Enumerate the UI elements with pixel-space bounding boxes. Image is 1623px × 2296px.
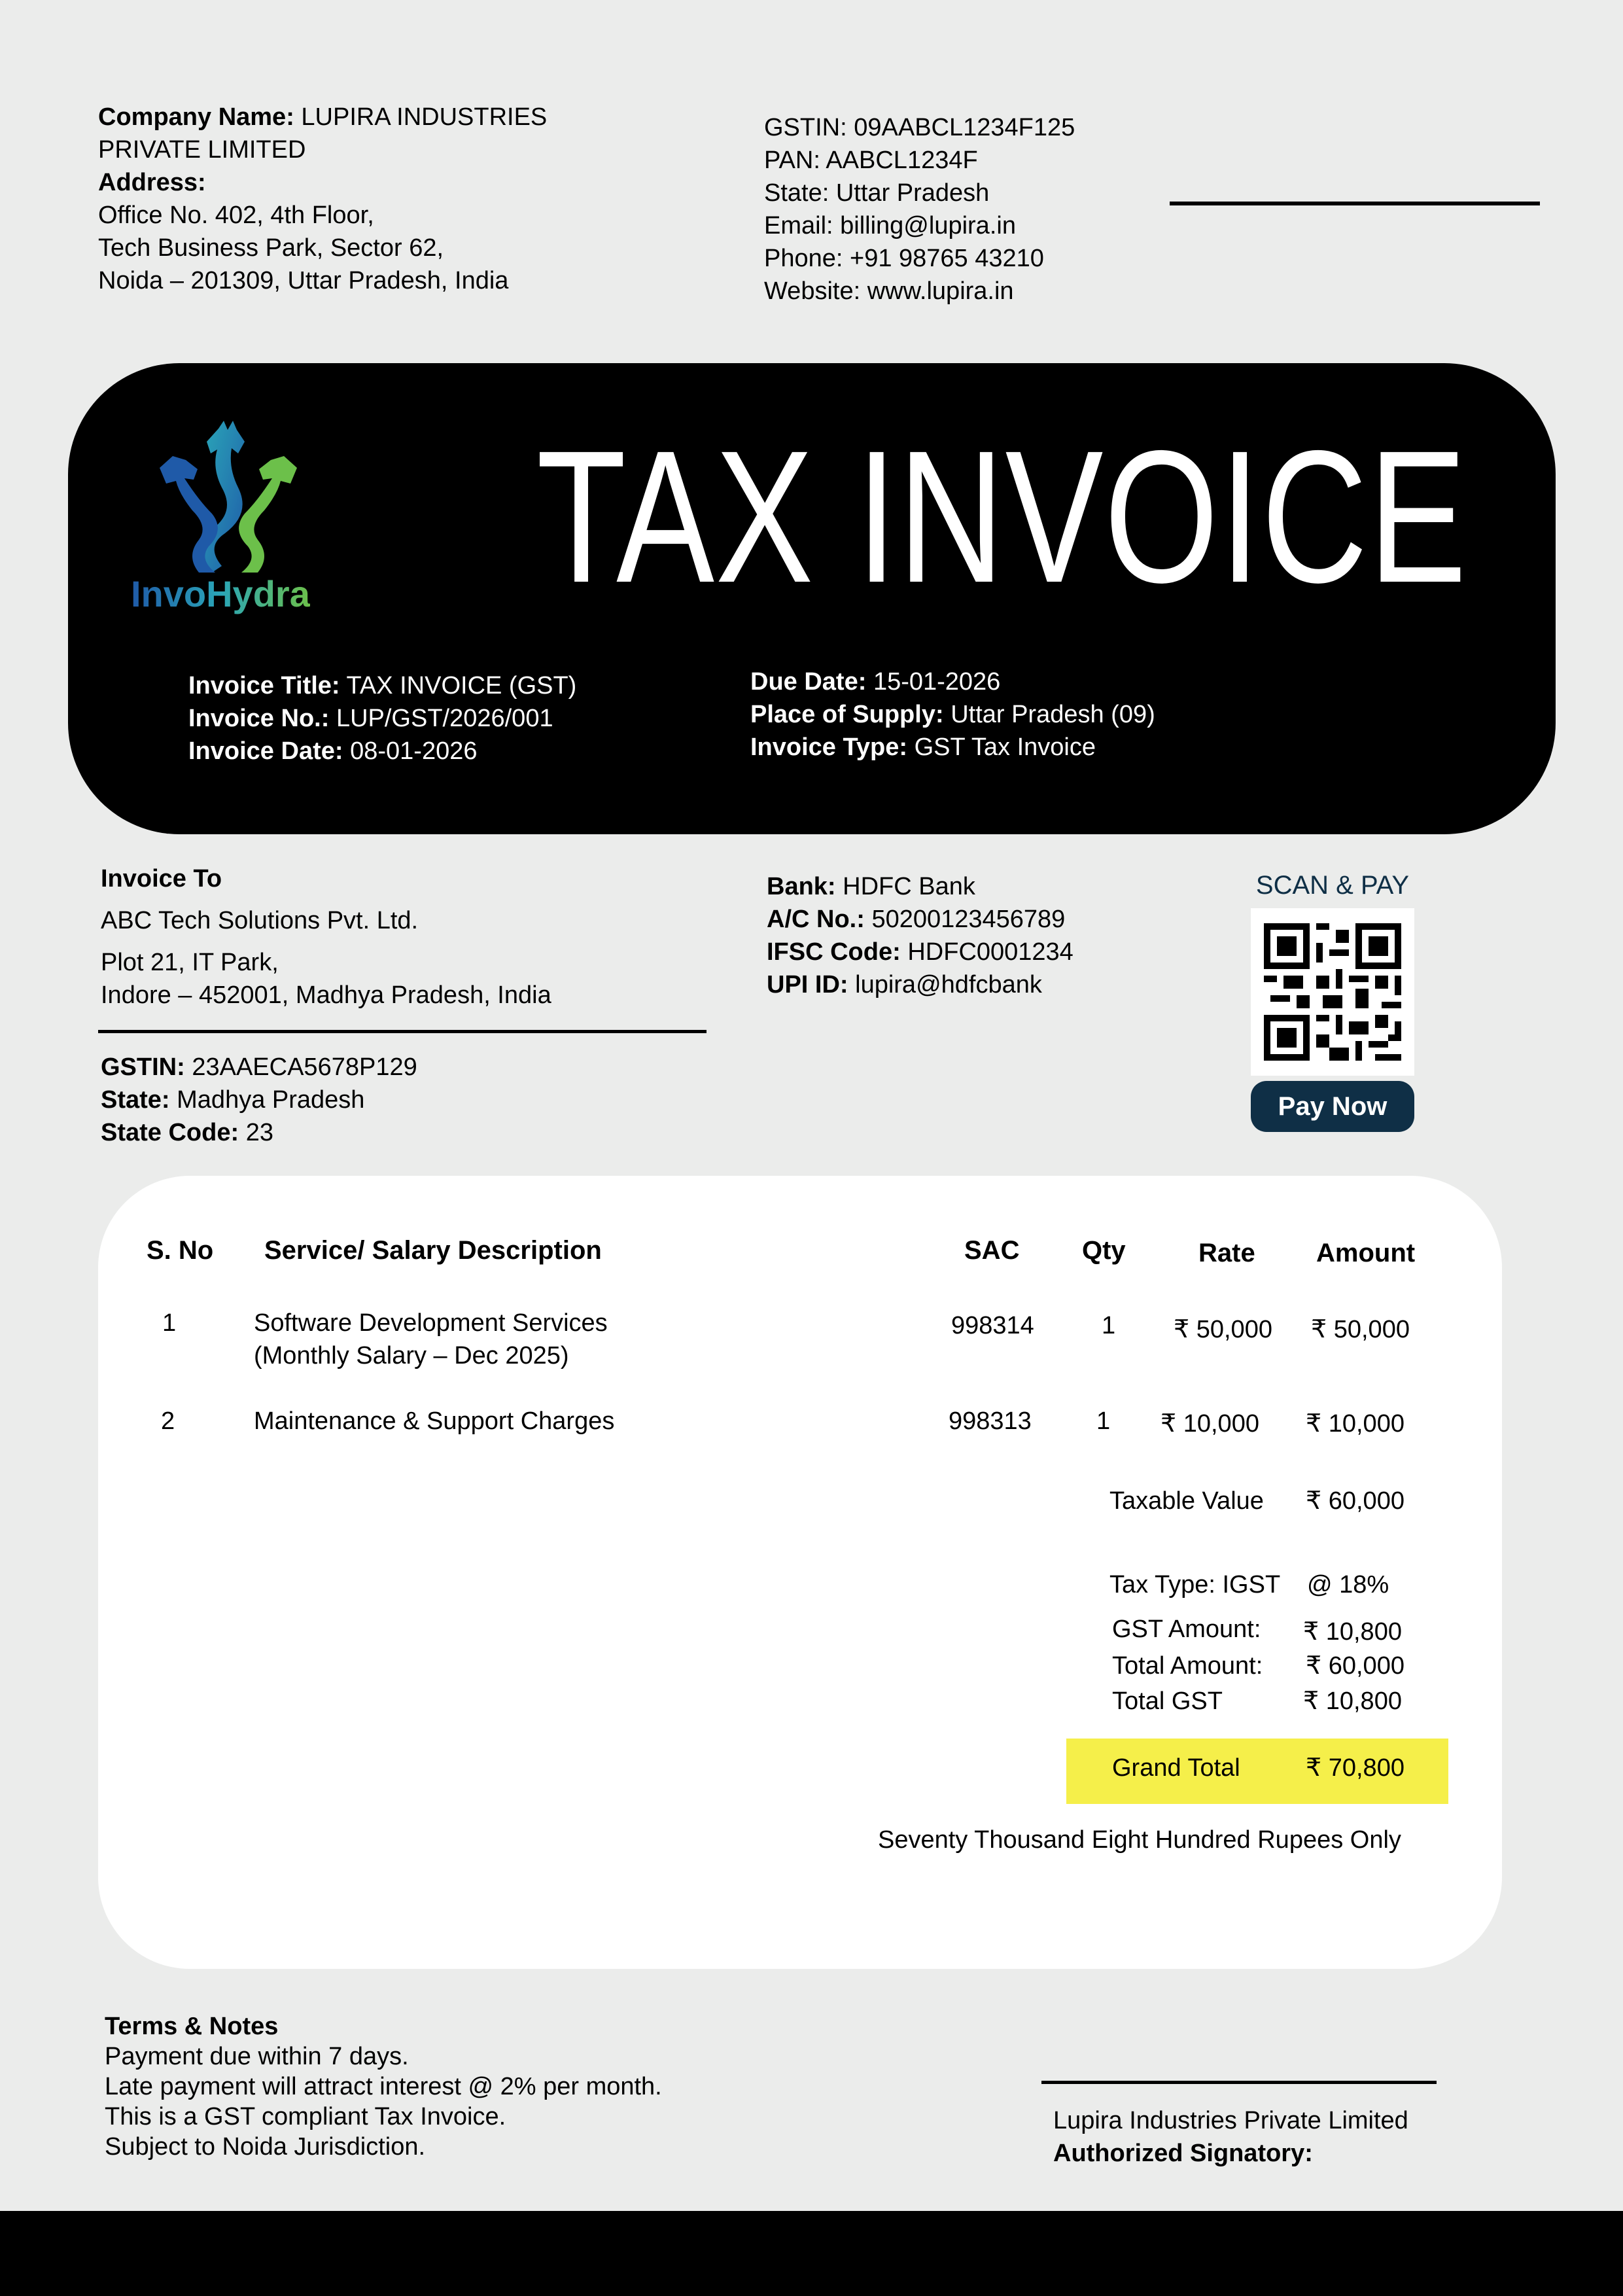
row-amount: ₹ 10,000 — [1306, 1410, 1405, 1438]
table-header-qty: Qty — [1082, 1236, 1126, 1265]
invoice-date — [188, 735, 477, 768]
bank-name-value: HDFC Bank — [843, 873, 975, 900]
gst-amount-value: ₹ 10,800 — [1303, 1618, 1402, 1646]
row-sno: 1 — [162, 1309, 177, 1337]
invoice-type-value: GST Tax Invoice — [914, 733, 1096, 761]
row-description: Maintenance & Support Charges — [254, 1407, 615, 1435]
address-line: Tech Business Park, Sector 62, — [98, 234, 444, 262]
signature-line — [1041, 2081, 1437, 2084]
bank-upi — [767, 968, 1042, 1001]
table-header-rate: Rate — [1198, 1239, 1255, 1267]
invoice-number-label: Invoice No.: — [188, 705, 330, 732]
bank-account — [767, 903, 1065, 936]
terms-line: This is a GST compliant Tax Invoice. — [105, 2103, 506, 2130]
terms-heading: Terms & Notes — [105, 2013, 279, 2040]
terms-line: Payment due within 7 days. — [105, 2043, 409, 2070]
bill-to-divider — [98, 1030, 707, 1033]
bill-to-gstin-value: 23AAECA5678P129 — [192, 1053, 417, 1081]
company-gstin: GSTIN: 09AABCL1234F125 — [764, 114, 1075, 141]
row-sac: 998314 — [951, 1312, 1034, 1339]
company-name-label: Company Name: — [98, 103, 294, 131]
bank-name — [767, 870, 975, 903]
due-date-label: Due Date: — [750, 668, 867, 696]
table-header-sno: S. No — [147, 1236, 214, 1265]
row-qty: 1 — [1102, 1312, 1116, 1339]
company-name-value: LUPIRA INDUSTRIES — [301, 103, 548, 131]
terms-line: Late payment will attract interest @ 2% per month. — [105, 2073, 662, 2100]
title-band — [68, 363, 1556, 834]
place-of-supply-label: Place of Supply: — [750, 701, 944, 728]
bill-to-state-code-value: 23 — [245, 1119, 273, 1146]
bank-name-label: Bank: — [767, 873, 836, 900]
address-label: Address: — [98, 169, 206, 196]
bill-to-state-value: Madhya Pradesh — [177, 1086, 365, 1114]
pay-now-button[interactable]: Pay Now — [1251, 1081, 1414, 1132]
table-header-amount: Amount — [1316, 1239, 1416, 1267]
qr-code-box[interactable] — [1251, 908, 1414, 1076]
row-description-line2: (Monthly Salary – Dec 2025) — [254, 1342, 569, 1369]
due-date-value: 15-01-2026 — [873, 668, 1001, 696]
hydra-logo-icon — [147, 415, 310, 586]
total-gst-value: ₹ 10,800 — [1303, 1687, 1402, 1715]
bill-to-state-label: State: — [101, 1086, 170, 1114]
row-sno: 2 — [161, 1407, 175, 1435]
taxable-value: ₹ 60,000 — [1306, 1487, 1405, 1515]
invoice-date-value: 08-01-2026 — [350, 737, 478, 765]
bank-ifsc-label: IFSC Code: — [767, 938, 901, 966]
scan-pay-label: SCAN & PAY — [1255, 871, 1410, 900]
items-card — [98, 1176, 1502, 1969]
row-amount: ₹ 50,000 — [1311, 1316, 1410, 1343]
logo-text: InvoHydra — [131, 571, 310, 617]
bank-upi-label: UPI ID: — [767, 971, 848, 998]
tax-type-label: Tax Type: IGST — [1109, 1571, 1281, 1598]
company-name — [98, 101, 547, 133]
taxable-value-label: Taxable Value — [1109, 1487, 1264, 1515]
bank-ifsc-value: HDFC0001234 — [907, 938, 1073, 966]
total-amount-value: ₹ 60,000 — [1306, 1652, 1405, 1680]
row-sac: 998313 — [949, 1407, 1032, 1435]
invoice-number — [188, 702, 553, 735]
invoice-title-value: TAX INVOICE (GST) — [346, 672, 577, 699]
row-rate: ₹ 50,000 — [1174, 1316, 1272, 1343]
header-divider — [1170, 202, 1540, 205]
bank-account-label: A/C No.: — [767, 906, 865, 933]
row-description: Software Development Services — [254, 1309, 608, 1337]
bank-ifsc — [767, 936, 1073, 968]
terms-line: Subject to Noida Jurisdiction. — [105, 2133, 426, 2161]
row-qty: 1 — [1096, 1407, 1111, 1435]
amount-in-words: Seventy Thousand Eight Hundred Rupees Only — [878, 1826, 1401, 1854]
company-phone: Phone: +91 98765 43210 — [764, 245, 1044, 272]
qr-code-icon — [1251, 908, 1414, 1076]
company-state: State: Uttar Pradesh — [764, 179, 990, 207]
bill-to-state-code — [101, 1116, 273, 1149]
footer-bar — [0, 2211, 1623, 2296]
invoice-type-label: Invoice Type: — [750, 733, 908, 761]
bill-to-heading: Invoice To — [101, 865, 222, 892]
bill-to-state — [101, 1084, 364, 1116]
tax-rate: @ 18% — [1307, 1571, 1389, 1598]
company-name-line2: PRIVATE LIMITED — [98, 136, 306, 164]
total-gst-label: Total GST — [1112, 1687, 1223, 1715]
invoice-type — [750, 731, 1096, 764]
invoice-title — [188, 669, 576, 702]
place-of-supply-value: Uttar Pradesh (09) — [951, 701, 1155, 728]
bank-upi-value: lupira@hdfcbank — [855, 971, 1042, 998]
total-amount-label: Total Amount: — [1112, 1652, 1263, 1680]
table-header-description: Service/ Salary Description — [264, 1236, 602, 1265]
due-date — [750, 665, 1000, 698]
address-line: Office No. 402, 4th Floor, — [98, 202, 374, 229]
bill-to-address-line: Plot 21, IT Park, — [101, 949, 279, 976]
bill-to-name: ABC Tech Solutions Pvt. Ltd. — [101, 907, 419, 934]
grand-total-value: ₹ 70,800 — [1306, 1754, 1405, 1782]
address-line: Noida – 201309, Uttar Pradesh, India — [98, 267, 509, 294]
invoice-title-label: Invoice Title: — [188, 672, 340, 699]
invoice-date-label: Invoice Date: — [188, 737, 343, 765]
place-of-supply — [750, 698, 1155, 731]
grand-total-label: Grand Total — [1112, 1754, 1240, 1782]
bill-to-gstin-label: GSTIN: — [101, 1053, 185, 1081]
company-website: Website: www.lupira.in — [764, 277, 1014, 305]
page-title: TAX INVOICE — [536, 412, 1468, 622]
company-pan: PAN: AABCL1234F — [764, 147, 978, 174]
row-rate: ₹ 10,000 — [1161, 1410, 1259, 1438]
gst-amount-label: GST Amount: — [1112, 1616, 1261, 1643]
signatory-label: Authorized Signatory: — [1053, 2140, 1313, 2167]
bank-account-value: 50200123456789 — [871, 906, 1066, 933]
bill-to-state-code-label: State Code: — [101, 1119, 239, 1146]
bill-to-address-line: Indore – 452001, Madhya Pradesh, India — [101, 981, 551, 1009]
invoice-number-value: LUP/GST/2026/001 — [336, 705, 553, 732]
table-header-sac: SAC — [964, 1236, 1020, 1265]
bill-to-gstin — [101, 1051, 417, 1084]
company-email: Email: billing@lupira.in — [764, 212, 1016, 239]
signatory-company: Lupira Industries Private Limited — [1053, 2107, 1408, 2134]
